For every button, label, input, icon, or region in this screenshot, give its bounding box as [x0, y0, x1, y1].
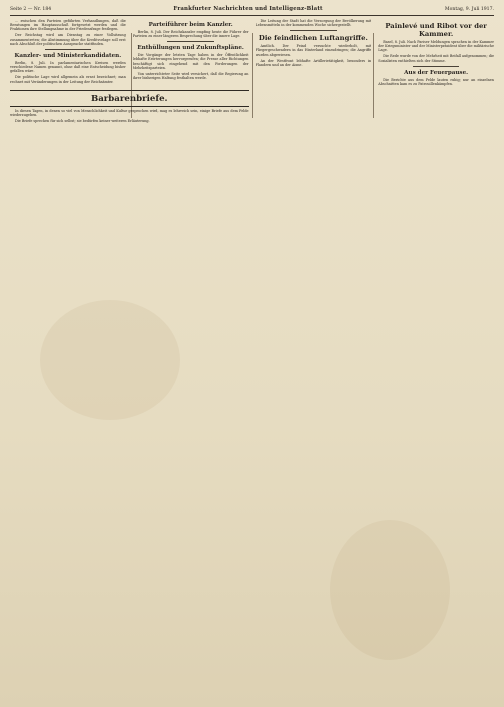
article-paragraph: Die Berichte aus dem Felde lauten ruhig; nur an einzelnen Abschnitten kam es zu Patrouillenkämpfen. — [378, 77, 494, 86]
column-2 — [133, 19, 249, 88]
divider — [45, 49, 91, 50]
column-4 — [378, 19, 494, 88]
article-headline: Die feindlichen Luftangriffe. — [258, 34, 368, 43]
article-paragraph: An der Westfront lebhafte Artillerietätigkeit, besonders in Flandern und an der Aisne. — [255, 58, 372, 67]
divider — [167, 41, 213, 42]
article-paragraph: Die Vorgänge der letzten Tage haben in der Öffentlichkeit lebhafte Erörterungen hervorgerufen; die Presse aller Richtungen beschäftigt sich eingehend mit den Forderungen der Mehrheitsparteien. — [132, 53, 249, 70]
divider — [413, 66, 459, 67]
paper-stain — [40, 300, 180, 420]
page-header — [10, 6, 494, 16]
article-paragraph: Der Reichstag wird am Dienstag zu einer Vollsitzung zusammentreten; die Abstimmung über die Kreditvorlage soll erst nach Abschluß der politischen Aussprache stattfinden. — [10, 33, 126, 46]
article-headline: Kanzler- und Ministerkandidaten. — [14, 52, 122, 59]
article-paragraph: Die politische Lage wird allgemein als ernst bezeichnet; man rechnet mit Veränderungen in der Leitung der Reichsämter. — [10, 75, 126, 84]
article-paragraph: Die Briefe sprechen für sich selbst; sie bedürfen keiner weiteren Erläuterung. — [15, 119, 150, 124]
column-3 — [256, 19, 372, 88]
article-headline: Painlevé und Ribot vor der Kammer. — [385, 22, 487, 38]
header-left: Seite 2 — Nr. 184 — [10, 7, 52, 12]
article-paragraph: Die Leitung der Stadt hat die Versorgung der Bevölkerung mit Lebensmitteln in der kommenden Woche sichergestellt. — [255, 19, 372, 28]
header-title: Frankfurter Nachrichten und Intelligenz-Blatt — [173, 6, 323, 12]
paper-stain — [330, 520, 450, 660]
section-rule — [10, 90, 249, 91]
column-rule — [373, 33, 374, 118]
article-headline: Enthüllungen und Zukunftspläne. — [137, 45, 244, 52]
divider — [290, 30, 336, 31]
article-subheadline: Aus der Feuerpause. — [404, 69, 469, 76]
article-paragraph: Von unterrichteter Seite wird versichert, daß die Regierung an ihrer bisherigen Haltung festhalten werde. — [132, 71, 249, 81]
article-headline: Barbarenbriefe. — [90, 94, 168, 105]
article-paragraph: Basel, 8. Juli. Nach Pariser Meldungen sprachen in der Kammer der Kriegsminister und der Ministerpräsident über die militärische Lage. — [378, 40, 494, 53]
bottom-article — [10, 88, 249, 125]
article-paragraph: Amtlich. Der Feind versuchte wiederholt, mit Fliegergeschwadern in das Hinterland einzudringen; die Angriffe wurden abgewiesen. — [255, 44, 372, 57]
header-right: Montag, 9. Juli 1917. — [444, 7, 494, 12]
column-rule — [252, 33, 253, 118]
article-paragraph: … zwischen den Parteien geführten Verhandlungen, daß die Beratungen im Hauptausschuß fortgesetzt werden und die Fraktionen ihre Stellungnahme in der Friedensfrage festlegen. — [10, 19, 126, 32]
article-paragraph: Die Rede wurde von der Mehrheit mit Beifall aufgenommen; die Sozialisten enthielten sich der Stimme. — [378, 54, 494, 63]
article-paragraph: Berlin, 8. Juli. In parlamentarischen Kreisen werden verschiedene Namen genannt, ohne daß eine Entscheidung bisher gefallen wäre. — [10, 60, 126, 74]
article-headline: Parteiführer beim Kanzler. — [148, 22, 233, 28]
columns — [10, 19, 494, 126]
column-1 — [10, 19, 126, 88]
article-paragraph: Berlin, 8. Juli. Der Reichskanzler empfing heute die Führer der Parteien zu einer längeren Besprechung über die innere Lage. — [132, 30, 249, 39]
section-rule — [10, 106, 249, 107]
article-paragraph: In diesen Tagen, in denen so viel von Menschlichkeit und Kultur gesprochen wird, mag es lehrreich sein, einige Briefe aus dem Felde wiederzugeben. — [10, 109, 249, 118]
